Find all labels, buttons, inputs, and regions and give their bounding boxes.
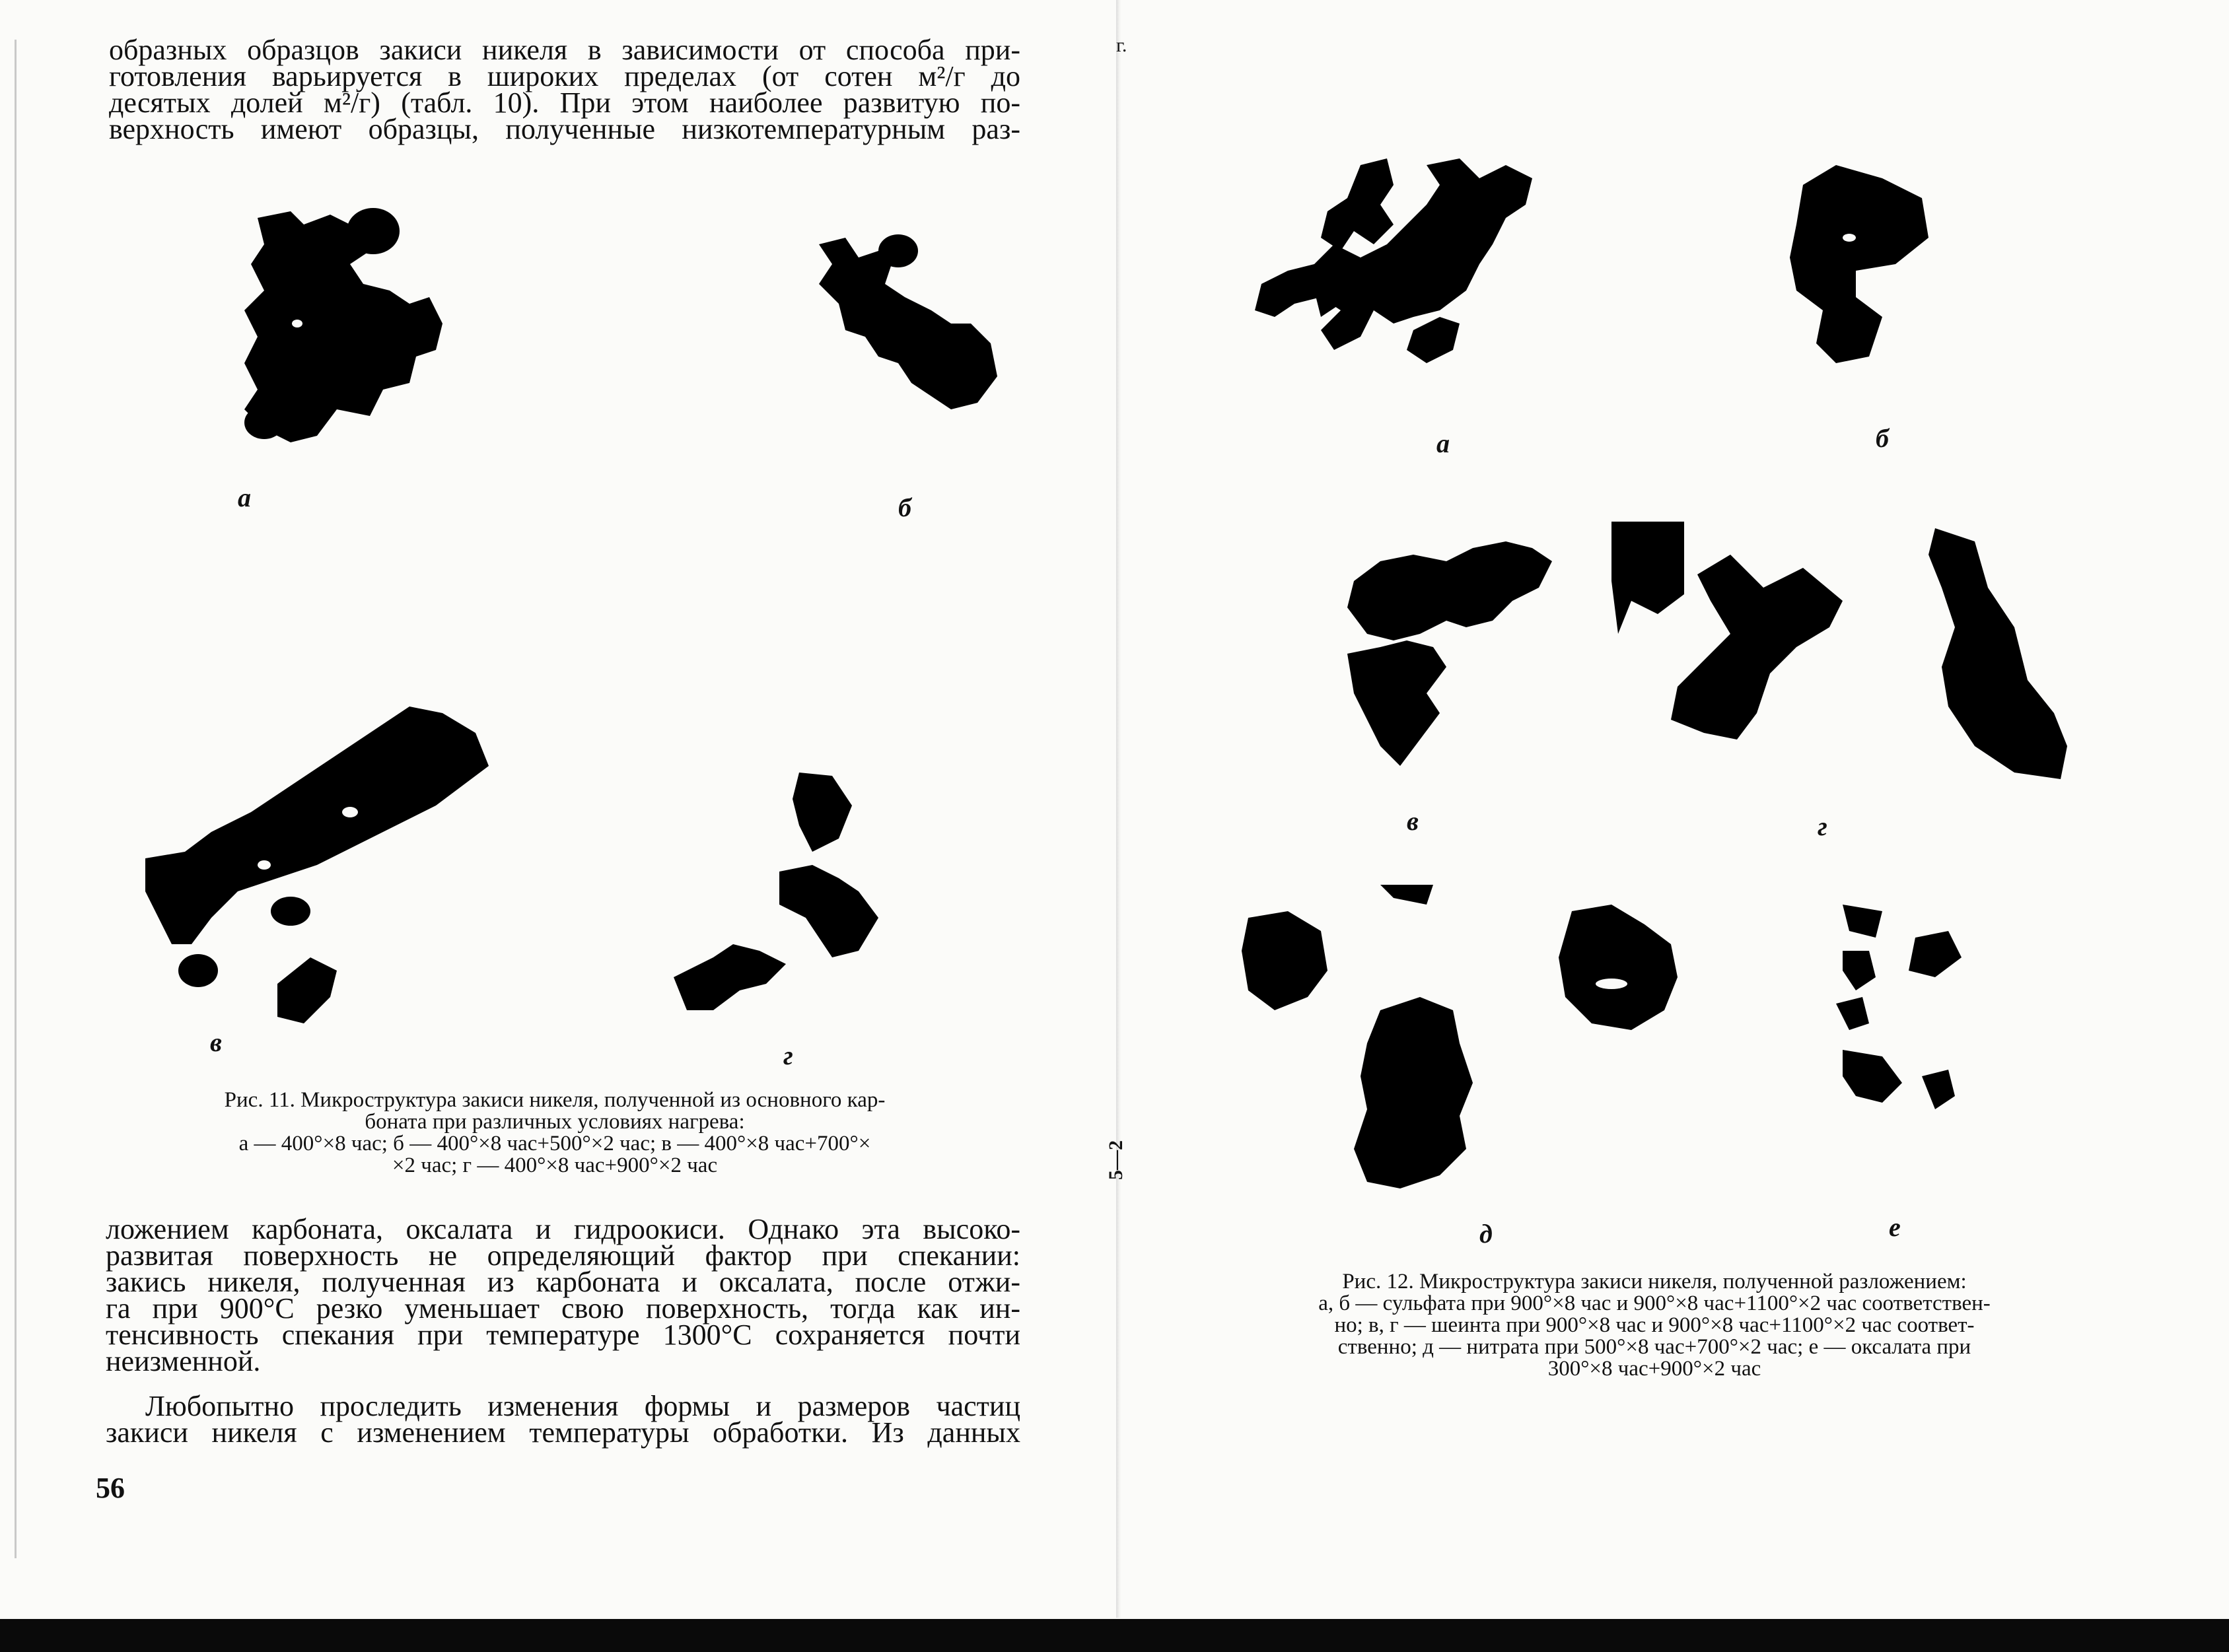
- fig12-label-v: в: [1407, 806, 1419, 836]
- fig11-caption: [119, 1089, 991, 1177]
- text-line: неизменной.: [106, 1345, 261, 1377]
- fig12-label-d: д: [1479, 1219, 1493, 1249]
- micrograph-fig12-d: [1235, 885, 1578, 1215]
- fig12-caption: [1225, 1271, 2084, 1380]
- caption-line: Рис. 12. Микроструктура закиси никеля, полученной разложением:: [1342, 1270, 1967, 1293]
- text-line: десятых долей м²/г) (табл. 10). При этом наиболее развитую по-: [109, 86, 1020, 119]
- caption-line: ственно; д — нитрата при 500°×8 час+700°×2 час; е — оксалата при: [1337, 1335, 1971, 1359]
- fig12-label-e: е: [1889, 1212, 1901, 1242]
- scan-bottom-border: [0, 1619, 2229, 1652]
- text-line: закиси никеля с изменением температуры обработки. Из данных: [106, 1416, 1020, 1449]
- micrograph-fig12-g: [1605, 515, 2080, 792]
- micrograph-fig12-e: [1803, 898, 1988, 1136]
- micrograph-fig12-v: [1341, 522, 1605, 799]
- fig12-label-b: б: [1876, 423, 1889, 453]
- micrograph-fig12-b: [1777, 158, 1948, 370]
- margin-mark-top: г.: [1116, 34, 1127, 56]
- caption-line: а, б — сульфата при 900°×8 час и 900°×8 час+1100°×2 час соответствен-: [1318, 1291, 1991, 1315]
- caption-line: но; в, г — шеинта при 900°×8 час и 900°×8 час+1100°×2 час соответ-: [1334, 1313, 1975, 1337]
- caption-line: Рис. 11. Микроструктура закиси никеля, полученной из основного кар-: [224, 1088, 886, 1112]
- left-bottom-paragraph-2: [106, 1390, 1020, 1449]
- margin-mark-side: 5—2: [1105, 1140, 1127, 1180]
- fig11-label-v: в: [210, 1027, 222, 1057]
- fig12-label-g: г: [1818, 811, 1827, 841]
- micrograph-fig11-v: [132, 693, 528, 1037]
- micrograph-fig12-a: [1242, 152, 1625, 423]
- text-line: Любопытно проследить изменения формы и размеров частиц: [145, 1390, 1020, 1422]
- text-line: образных образцов закиси никеля в зависимости от способа при-: [109, 34, 1020, 66]
- micrograph-fig11-a: [218, 191, 495, 469]
- page-number: 56: [96, 1472, 125, 1504]
- text-line: закись никеля, полученная из карбоната и оксалата, после отжи-: [106, 1266, 1020, 1298]
- micrograph-fig11-b: [806, 224, 1017, 423]
- text-line: га при 900°С резко уменьшает свою поверхность, тогда как ин-: [106, 1292, 1020, 1325]
- caption-line: 300°×8 час+900°×2 час: [1547, 1357, 1761, 1381]
- fig11-label-g: г: [783, 1041, 793, 1070]
- fig11-label-a: а: [238, 483, 251, 512]
- text-line: тенсивность спекания при температуре 1300°С сохраняется почти: [106, 1319, 1020, 1351]
- text-line: ложением карбоната, оксалата и гидроокиси. Однако эта высоко-: [106, 1213, 1020, 1245]
- text-line: готовления варьируется в широких пределах (от сотен м²/г до: [109, 60, 1020, 92]
- left-bottom-paragraph-1: [106, 1213, 1020, 1377]
- fig11-label-b: б: [898, 493, 911, 522]
- micrograph-fig12-d-2: [1545, 891, 1691, 1043]
- caption-line: ×2 час; г — 400°×8 час+900°×2 час: [392, 1153, 718, 1177]
- fig12-label-a: а: [1436, 429, 1450, 458]
- text-line: развитая поверхность не определяющий фактор при спекании:: [106, 1239, 1020, 1272]
- book-binding: [1116, 0, 1121, 1618]
- page-edge-shadow: [15, 40, 17, 1558]
- caption-line: а — 400°×8 час; б — 400°×8 час+500°×2 час; в — 400°×8 час+700°×: [238, 1132, 871, 1155]
- left-top-paragraph: [109, 34, 1020, 145]
- text-line: верхность имеют образцы, полученные низкотемпературным раз-: [109, 113, 1020, 145]
- caption-line: боната при различных условиях нагрева:: [365, 1110, 745, 1134]
- micrograph-fig11-g: [660, 766, 951, 1030]
